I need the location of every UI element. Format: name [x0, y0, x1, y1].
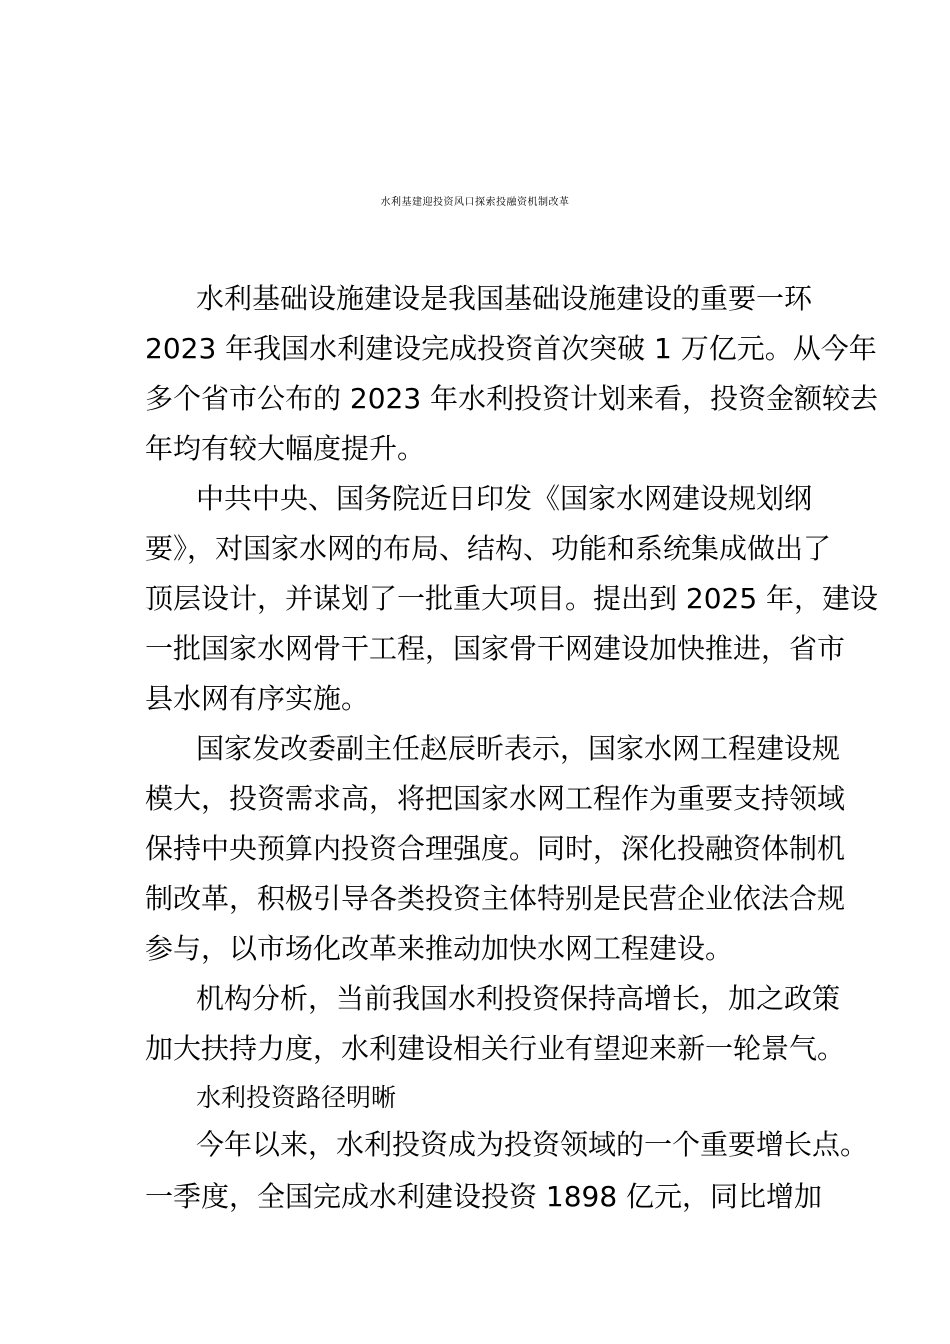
paragraph-line: 2023 年我国水利建设完成投资首次突破 1 万亿元。从今年	[145, 332, 877, 365]
paragraph-line: 国家发改委副主任赵辰昕表示，国家水网工程建设规	[196, 732, 841, 765]
paragraph-line: 一批国家水网骨干工程，国家骨干网建设加快推进，省市	[145, 632, 846, 665]
paragraph-line: 多个省市公布的 2023 年水利投资计划来看，投资金额较去	[145, 382, 879, 415]
paragraph-line: 水利基础设施建设是我国基础设施建设的重要一环	[196, 282, 813, 315]
paragraph-line: 今年以来，水利投资成为投资领域的一个重要增长点。	[196, 1128, 869, 1161]
paragraph-line: 模大，投资需求高，将把国家水网工程作为重要支持领域	[145, 782, 846, 815]
paragraph-line: 中共中央、国务院近日印发《国家水网建设规划纲	[196, 482, 813, 515]
paragraph-line: 制改革，积极引导各类投资主体特别是民营企业依法合规	[145, 882, 846, 915]
paragraph-line: 参与，以市场化改革来推动加快水网工程建设。	[145, 932, 734, 965]
paragraph-line: 要》，对国家水网的布局、结构、功能和系统集成做出了	[145, 532, 832, 565]
paragraph-line: 一季度，全国完成水利建设投资 1898 亿元，同比增加	[145, 1180, 823, 1213]
section-subheading: 水利投资路径明晰	[196, 1083, 397, 1112]
paragraph-line: 县水网有序实施。	[145, 682, 370, 715]
paragraph-line: 年均有较大幅度提升。	[145, 432, 426, 465]
paragraph-line: 加大扶持力度，水利建设相关行业有望迎来新一轮景气。	[145, 1032, 846, 1065]
paragraph-line: 保持中央预算内投资合理强度。同时，深化投融资体制机	[145, 832, 846, 865]
document-title: 水利基建迎投资风口探索投融资机制改革	[380, 197, 570, 208]
paragraph-line: 机构分析，当前我国水利投资保持高增长，加之政策	[196, 982, 841, 1015]
paragraph-line: 顶层设计，并谋划了一批重大项目。提出到 2025 年，建设	[145, 582, 879, 615]
